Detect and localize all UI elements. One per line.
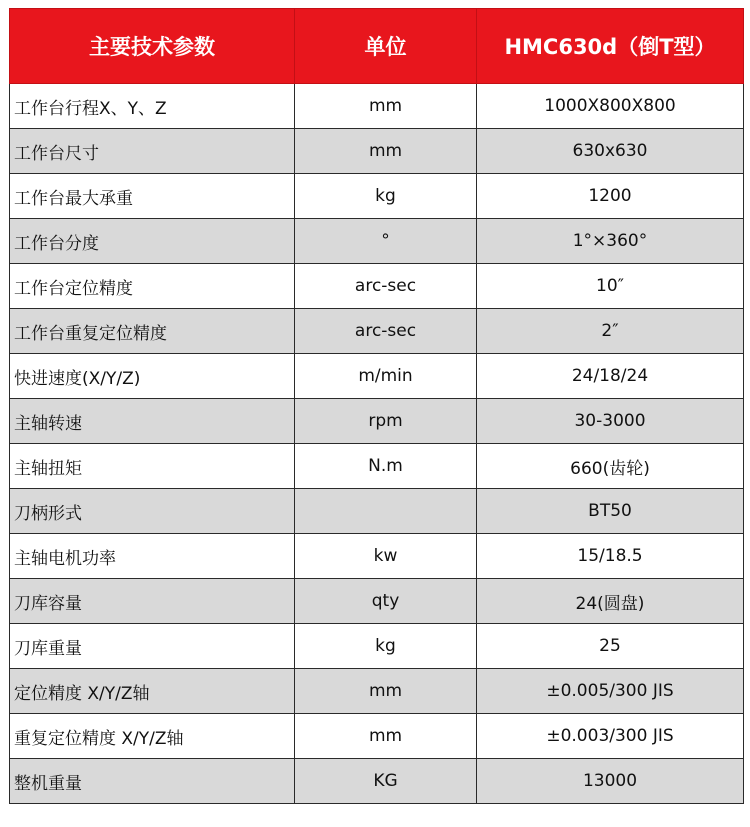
param-unit: mm bbox=[295, 129, 477, 174]
table-header bbox=[10, 9, 744, 84]
param-name: 工作台定位精度 bbox=[10, 264, 295, 309]
table-row bbox=[10, 84, 744, 129]
table-row bbox=[10, 264, 744, 309]
param-unit: kw bbox=[295, 534, 477, 579]
param-unit: kg bbox=[295, 174, 477, 219]
spec-table bbox=[9, 8, 744, 804]
table-row bbox=[10, 444, 744, 489]
param-value: 1200 bbox=[477, 174, 744, 219]
param-name: 刀柄形式 bbox=[10, 489, 295, 534]
table-row bbox=[10, 219, 744, 264]
param-value: 1000X800X800 bbox=[477, 84, 744, 129]
table-row bbox=[10, 624, 744, 669]
param-name: 刀库容量 bbox=[10, 579, 295, 624]
param-unit: kg bbox=[295, 624, 477, 669]
param-name: 重复定位精度 X/Y/Z轴 bbox=[10, 714, 295, 759]
param-name: 刀库重量 bbox=[10, 624, 295, 669]
param-unit: mm bbox=[295, 84, 477, 129]
table-row bbox=[10, 534, 744, 579]
header-param: 主要技术参数 bbox=[10, 9, 295, 84]
param-unit: mm bbox=[295, 714, 477, 759]
table-row bbox=[10, 399, 744, 444]
header-unit: 单位 bbox=[295, 9, 477, 84]
header-model: HMC630d（倒T型） bbox=[477, 9, 744, 84]
table-row bbox=[10, 714, 744, 759]
param-unit: KG bbox=[295, 759, 477, 804]
table-row bbox=[10, 309, 744, 354]
param-unit: ° bbox=[295, 219, 477, 264]
param-unit: m/min bbox=[295, 354, 477, 399]
param-unit: mm bbox=[295, 669, 477, 714]
param-value: 660(齿轮) bbox=[477, 444, 744, 489]
param-name: 工作台行程X、Y、Z bbox=[10, 84, 295, 129]
param-value: BT50 bbox=[477, 489, 744, 534]
param-name: 工作台尺寸 bbox=[10, 129, 295, 174]
param-value: 24(圆盘) bbox=[477, 579, 744, 624]
param-value: 2″ bbox=[477, 309, 744, 354]
table-row bbox=[10, 174, 744, 219]
table-row bbox=[10, 669, 744, 714]
param-unit: rpm bbox=[295, 399, 477, 444]
param-value: 30-3000 bbox=[477, 399, 744, 444]
param-unit: arc-sec bbox=[295, 309, 477, 354]
table-row bbox=[10, 354, 744, 399]
param-value: ±0.003/300 JIS bbox=[477, 714, 744, 759]
param-unit bbox=[295, 489, 477, 534]
param-value: 15/18.5 bbox=[477, 534, 744, 579]
param-value: 25 bbox=[477, 624, 744, 669]
param-value: 10″ bbox=[477, 264, 744, 309]
param-unit: qty bbox=[295, 579, 477, 624]
param-value: 1°×360° bbox=[477, 219, 744, 264]
header-row bbox=[10, 9, 744, 84]
param-name: 定位精度 X/Y/Z轴 bbox=[10, 669, 295, 714]
param-unit: N.m bbox=[295, 444, 477, 489]
param-unit: arc-sec bbox=[295, 264, 477, 309]
param-value: 24/18/24 bbox=[477, 354, 744, 399]
table-row bbox=[10, 129, 744, 174]
param-value: ±0.005/300 JIS bbox=[477, 669, 744, 714]
param-name: 工作台分度 bbox=[10, 219, 295, 264]
param-name: 主轴扭矩 bbox=[10, 444, 295, 489]
param-name: 工作台最大承重 bbox=[10, 174, 295, 219]
param-name: 整机重量 bbox=[10, 759, 295, 804]
param-value: 13000 bbox=[477, 759, 744, 804]
param-name: 主轴电机功率 bbox=[10, 534, 295, 579]
param-name: 主轴转速 bbox=[10, 399, 295, 444]
table-row bbox=[10, 759, 744, 804]
param-name: 工作台重复定位精度 bbox=[10, 309, 295, 354]
param-value: 630x630 bbox=[477, 129, 744, 174]
table-body bbox=[10, 84, 744, 804]
table-row bbox=[10, 579, 744, 624]
table-row bbox=[10, 489, 744, 534]
param-name: 快进速度(X/Y/Z) bbox=[10, 354, 295, 399]
